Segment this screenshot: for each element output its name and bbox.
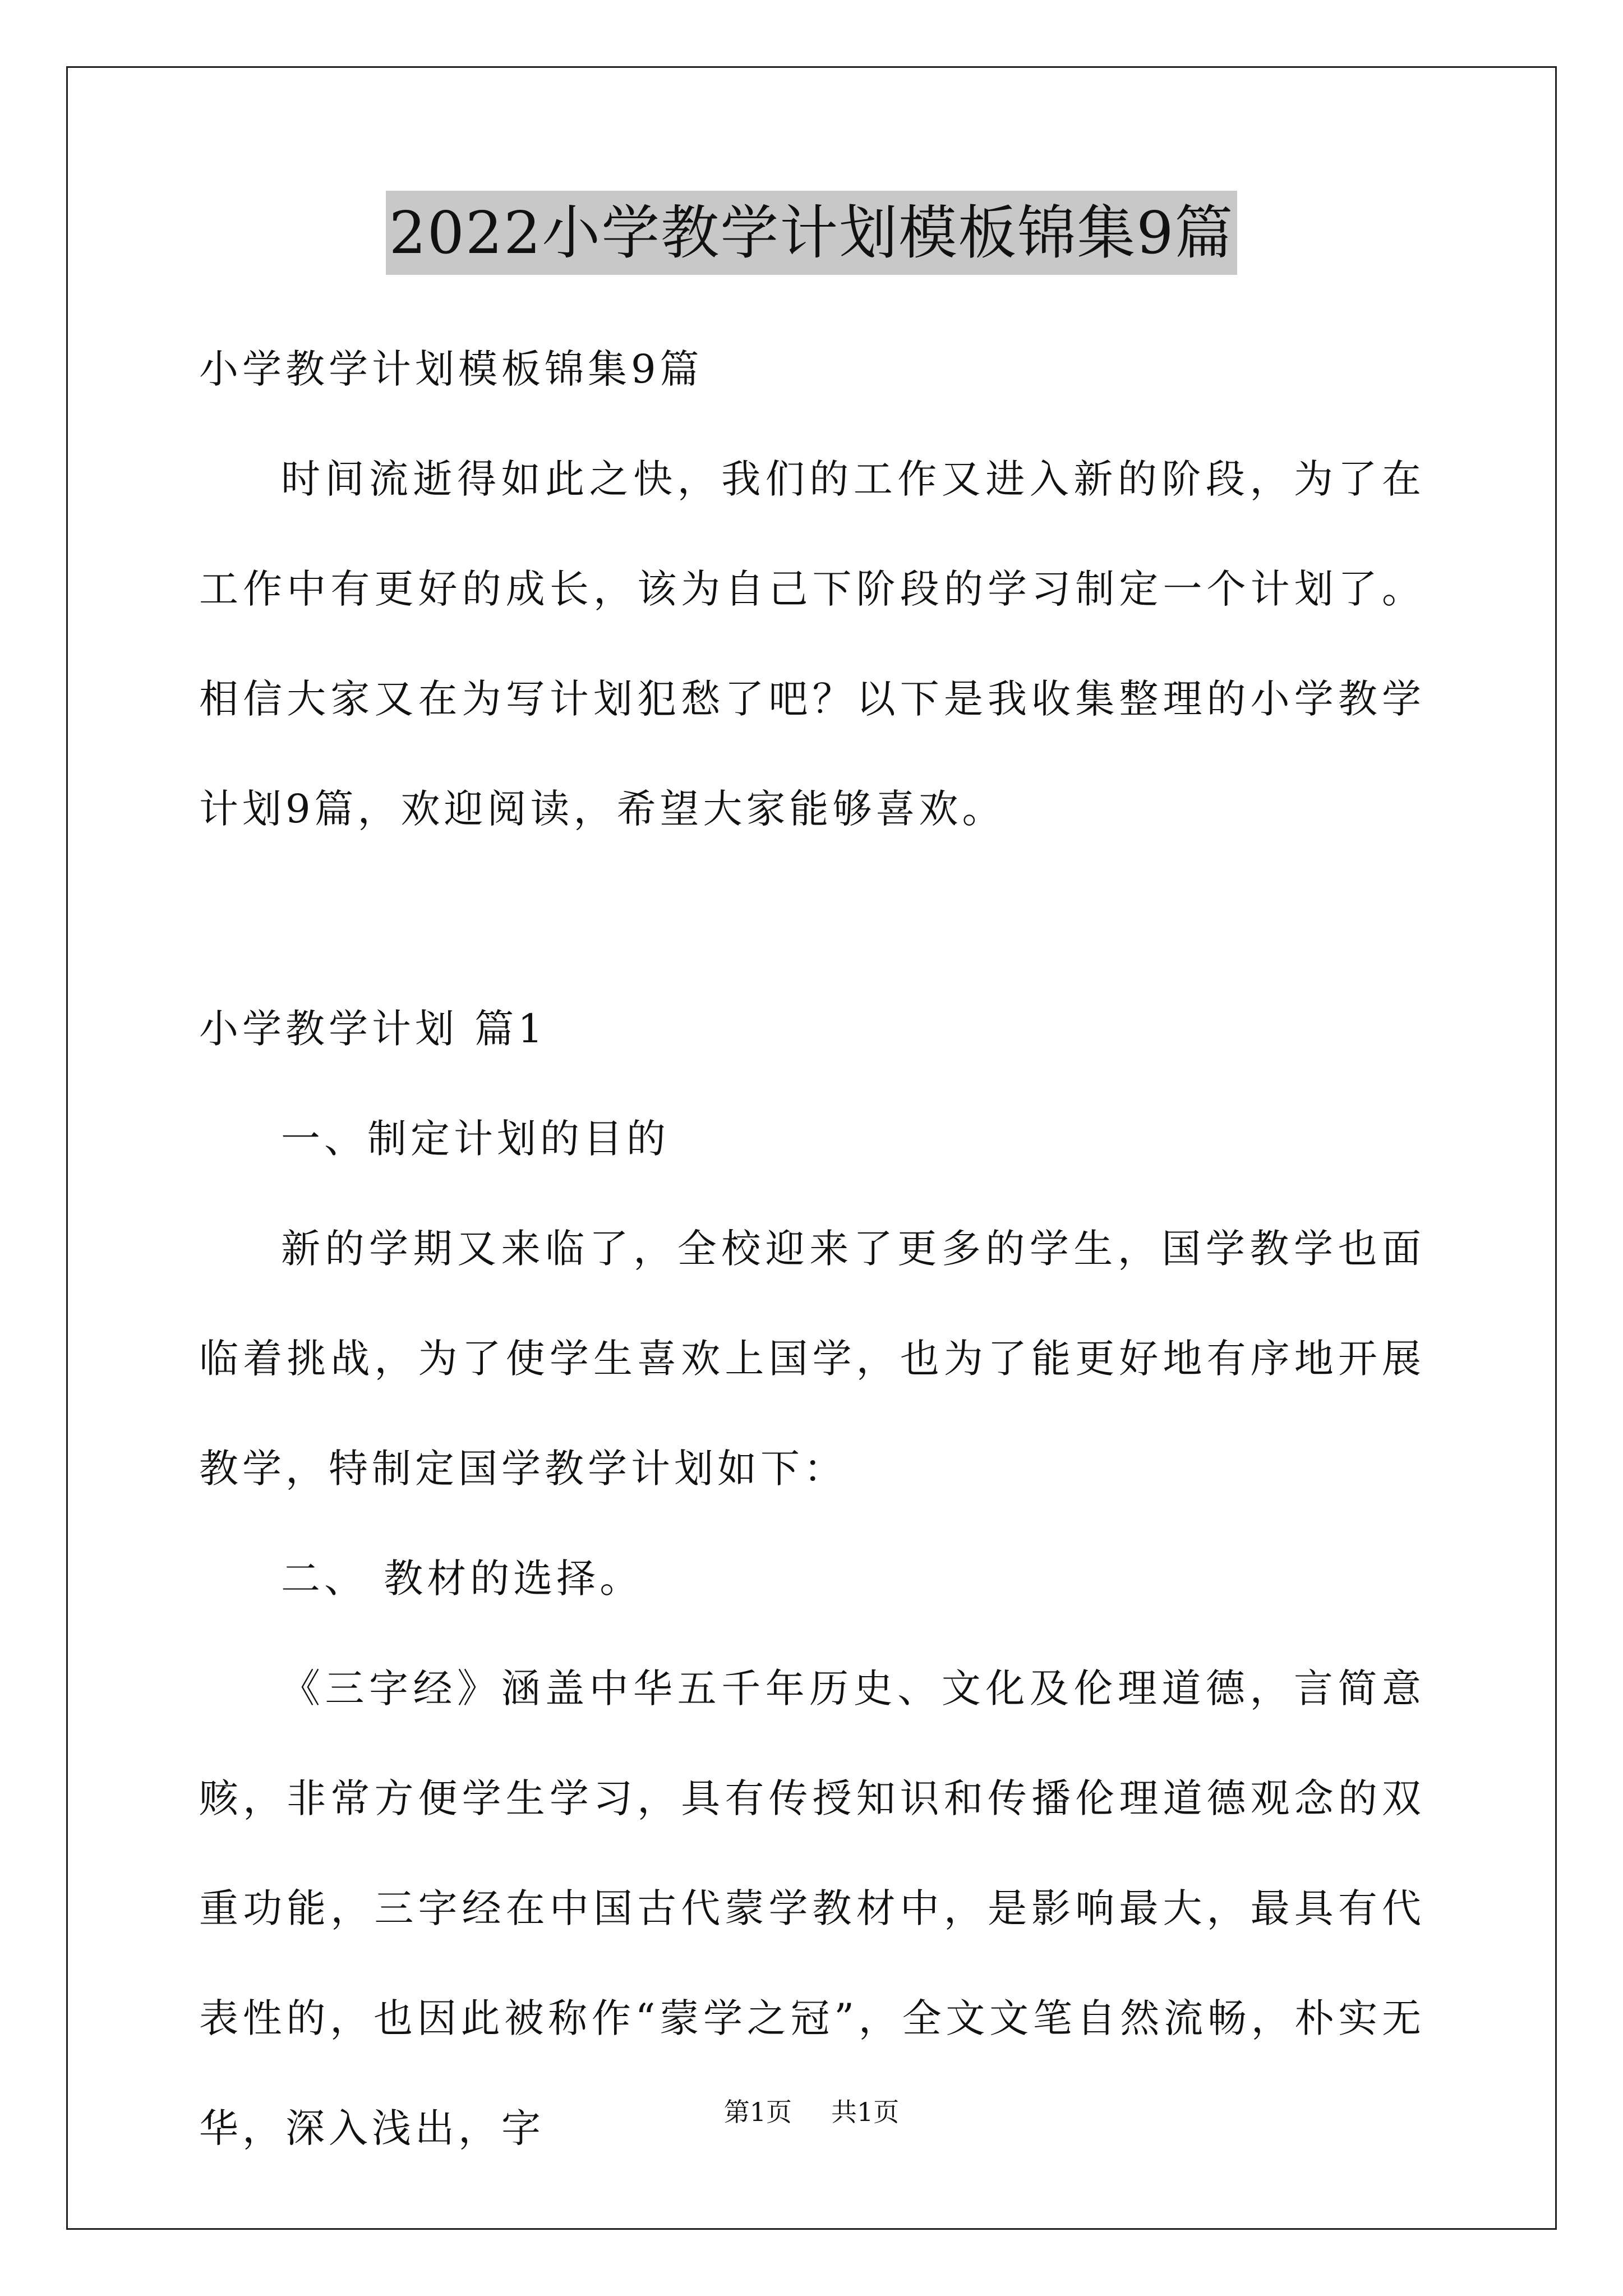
subtitle: 小学教学计划模板锦集9篇 [199, 346, 703, 392]
purpose-paragraph: 新的学期又来临了，全校迎来了更多的学生，国学教学也面临着挑战，为了使学生喜欢上国学，也为了能更好地有序地开展教学，特制定国学教学计划如下： [199, 1226, 1425, 1492]
heading-purpose: 一、制定计划的目的 [281, 1116, 670, 1162]
title-container [0, 191, 1623, 275]
document-body [199, 314, 1425, 2183]
document-title: 2022小学教学计划模板锦集9篇 [386, 191, 1238, 275]
page-number: 第1页 [723, 2097, 792, 2127]
page-total: 共1页 [831, 2097, 900, 2127]
materials-paragraph: 《三字经》涵盖中华五千年历史、文化及伦理道德，言简意赅，非常方便学生学习，具有传授知识和传播伦理道德观念的双重功能，三字经在中国古代蒙学教材中，是影响最大，最具有代表性的，也因此被称作“蒙学之冠”，全文文笔自然流畅，朴实无华，深入浅出，字 [199, 1665, 1425, 2151]
intro-paragraph: 时间流逝得如此之快，我们的工作又进入新的阶段，为了在工作中有更好的成长，该为自己下阶段的学习制定一个计划了。相信大家又在为写计划犯愁了吧？以下是我收集整理的小学教学计划9篇，欢迎阅读，希望大家能够喜欢。 [199, 456, 1425, 832]
heading-materials: 二、 教材的选择。 [281, 1556, 643, 1602]
section-heading: 小学教学计划 篇1 [199, 1006, 547, 1052]
page-footer [0, 2095, 1623, 2129]
blank-line [199, 864, 1425, 974]
